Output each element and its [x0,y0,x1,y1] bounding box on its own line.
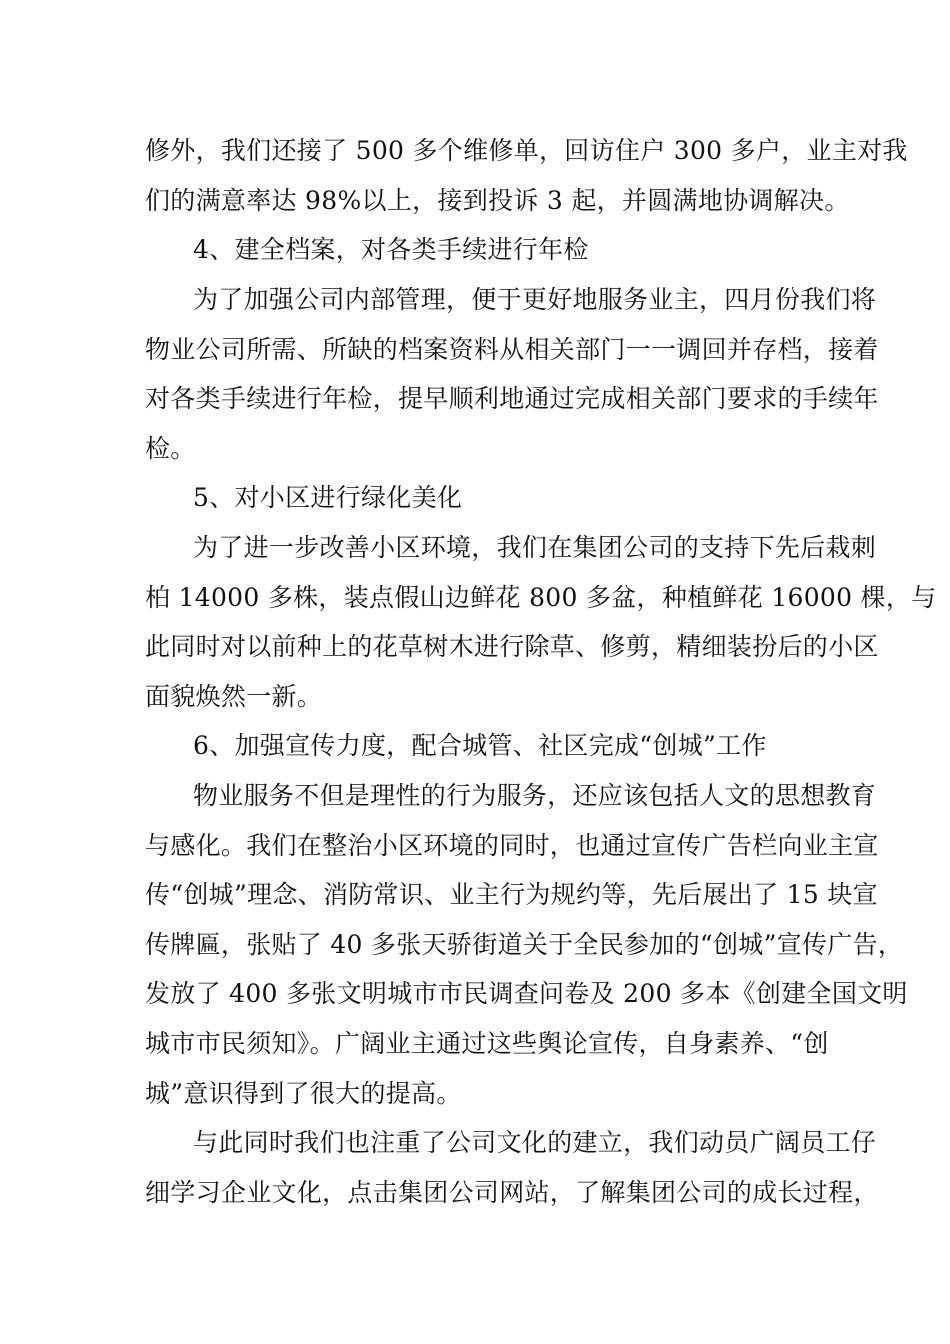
text-line: 物业公司所需、所缺的档案资料从相关部门一一调回并存档，接着 [145,335,879,364]
text-line: 柏 14000 多株，装点假山边鲜花 800 多盆，种植鲜花 16000 棵，与 [145,583,937,612]
section-heading-4: 4、建全档案，对各类手续进行年检 [193,235,589,264]
text-line: 城市市民须知》。广阔业主通过这些舆论宣传，自身素养、“创 [145,1029,829,1058]
text-line: 们的满意率达 98%以上，接到投诉 3 起，并圆满地协调解决。 [145,186,850,215]
text-line: 修外，我们还接了 500 多个维修单，回访住户 300 多户，业主对我 [145,136,908,165]
text-line: 细学习企业文化，点击集团公司网站，了解集团公司的成长过程， [145,1178,879,1207]
text-line: 面貌焕然一新。 [145,682,323,711]
text-line: 城”意识得到了很大的提高。 [145,1079,462,1108]
section-heading-5: 5、对小区进行绿化美化 [193,483,463,512]
section-heading-6: 6、加强宣传力度，配合城管、社区完成“创城”工作 [193,731,767,760]
text-line: 为了进一步改善小区环境，我们在集团公司的支持下先后栽刺 [193,533,877,562]
text-line: 与感化。我们在整治小区环境的同时，也通过宣传广告栏向业主宣 [145,831,879,860]
text-line: 检。 [145,434,196,463]
text-line: 传“创城”理念、消防常识、业主行为规约等，先后展出了 15 块宣 [145,880,878,909]
text-line: 此同时对以前种上的花草树木进行除草、修剪，精细装扮后的小区 [145,632,879,661]
text-line: 对各类手续进行年检，提早顺利地通过完成相关部门要求的手续年 [145,384,879,413]
text-line: 发放了 400 多张文明城市市民调查问卷及 200 多本《创建全国文明 [145,979,908,1008]
text-line: 与此同时我们也注重了公司文化的建立，我们动员广阔员工仔 [193,1128,877,1157]
text-line: 为了加强公司内部管理，便于更好地服务业主，四月份我们将 [193,285,877,314]
text-line: 传牌匾，张贴了 40 多张天骄街道关于全民参加的“创城”宣传广告， [145,930,904,959]
text-line: 物业服务不但是理性的行为服务，还应该包括人文的思想教育 [193,781,877,810]
